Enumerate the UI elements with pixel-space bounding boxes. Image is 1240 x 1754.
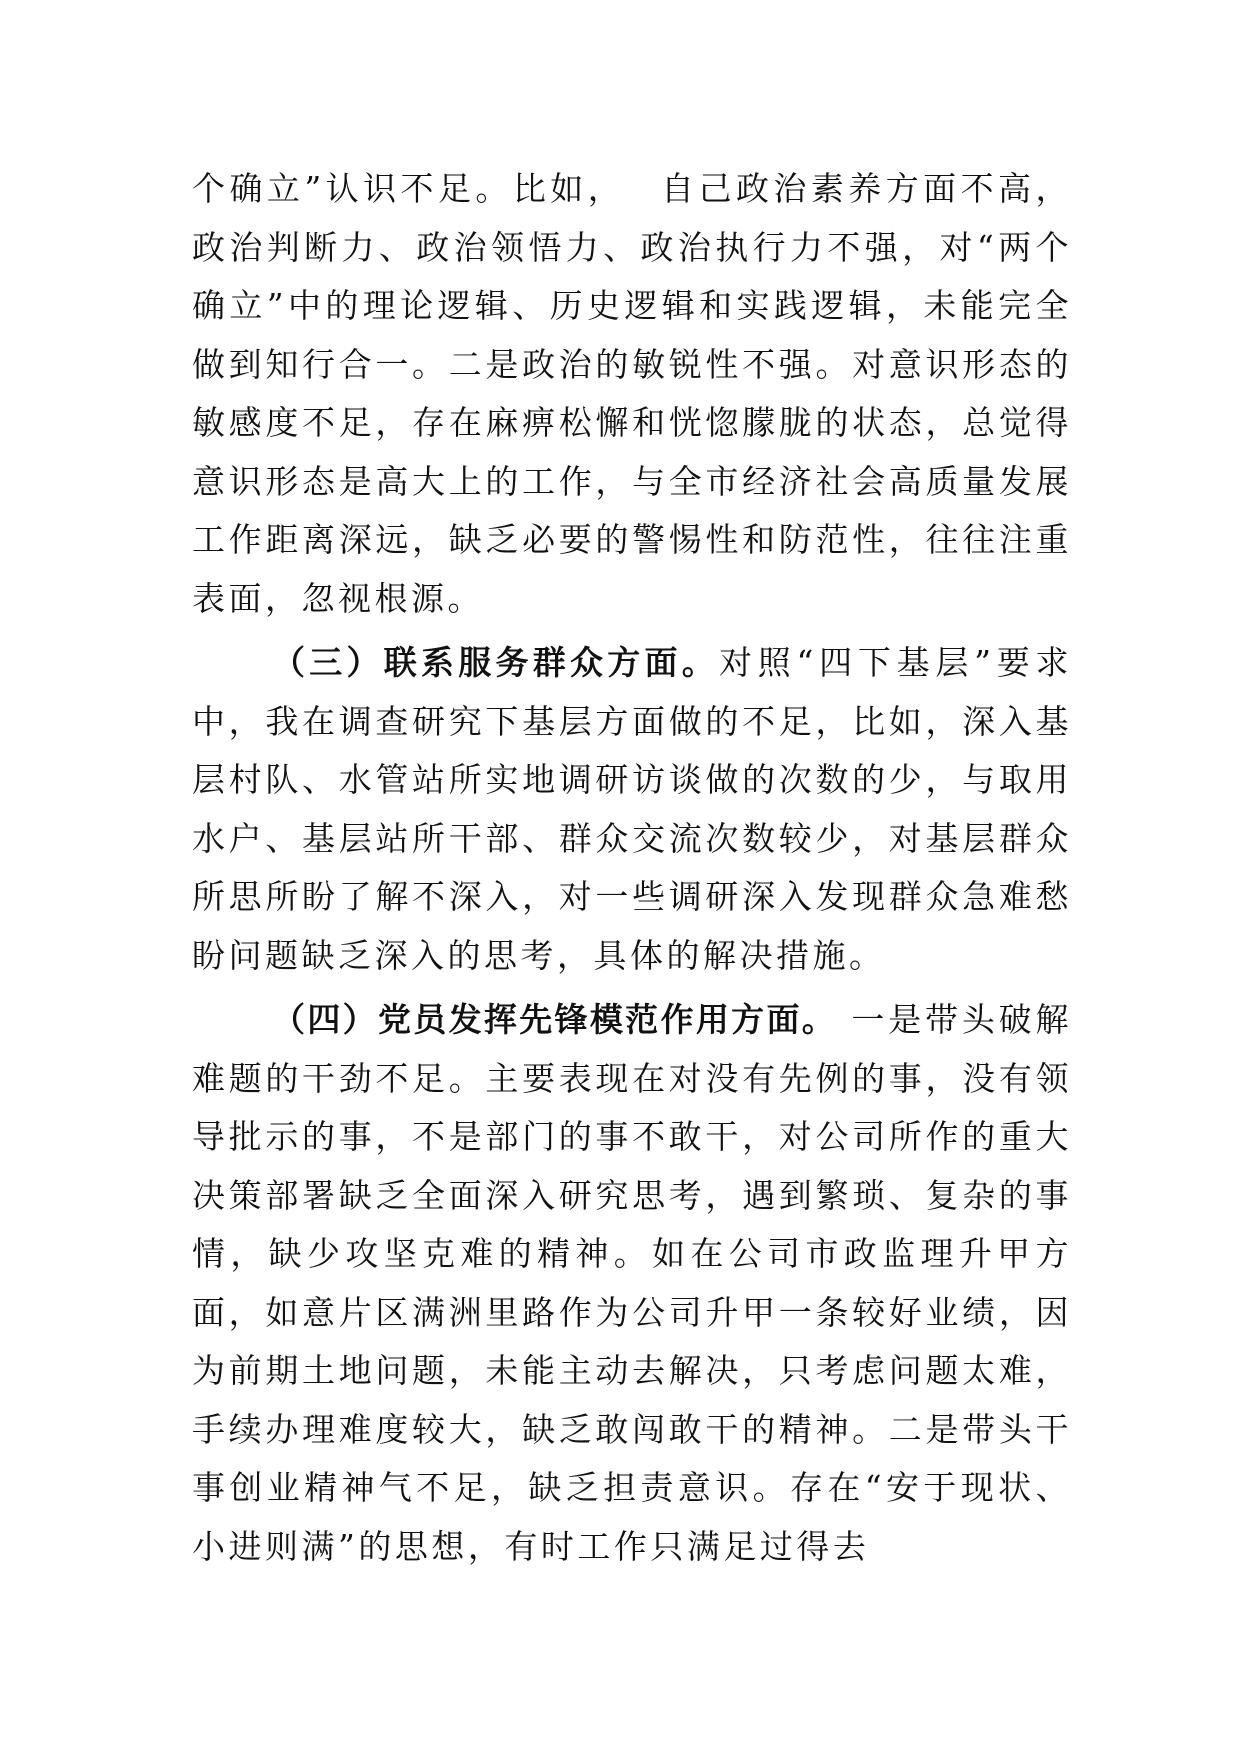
document-body	[192, 160, 1072, 1576]
paragraph-section-4	[192, 991, 1072, 1576]
paragraph-text: 对照“四下基层”要求中，我在调查研究下基层方面做的不足，比如，深入基层村队、水管站所实地调研访谈做的次数的少，与取用水户、基层站所干部、群众交流次数较少，对基层群众所思所盼了解不深入，对一些调研深入发现群众急难愁盼问题缺乏深入的思考，具体的解决措施。	[192, 643, 1072, 975]
paragraph-text: 一是带头破解难题的干劲不足。主要表现在对没有先例的事，没有领导批示的事，不是部门的事不敢干，对公司所作的重大决策部署缺乏全面深入研究思考，遇到繁琐、复杂的事情，缺少攻坚克难的精神。如在公司市政监理升甲方面，如意片区满洲里路作为公司升甲一条较好业绩，因为前期土地问题，未能主动去解决，只考虑问题太难，手续办理难度较大，缺乏敢闯敢干的精神。二是带头干事创业精神气不足，缺乏担责意识。存在“安于现状、小进则满”的思想，有时工作只满足过得去	[192, 1000, 1072, 1566]
paragraph-continued	[192, 160, 1072, 628]
paragraph-section-3	[192, 634, 1072, 985]
paragraph-text: 个确立”认识不足。比如， 自己政治素养方面不高，政治判断力、政治领悟力、政治执行力不强，对“两个确立”中的理论逻辑、历史逻辑和实践逻辑，未能完全做到知行合一。二是政治的敏锐性不强。对意识形态的敏感度不足，存在麻痹松懈和恍惚朦胧的状态，总觉得意识形态是高大上的工作，与全市经济社会高质量发展工作距离深远，缺乏必要的警惕性和防范性，往往注重表面，忽视根源。	[192, 169, 1072, 618]
section-heading-3: （三）联系服务群众方面。	[272, 643, 719, 682]
section-heading-4: （四）党员发挥先锋模范作用方面。	[272, 1000, 838, 1039]
